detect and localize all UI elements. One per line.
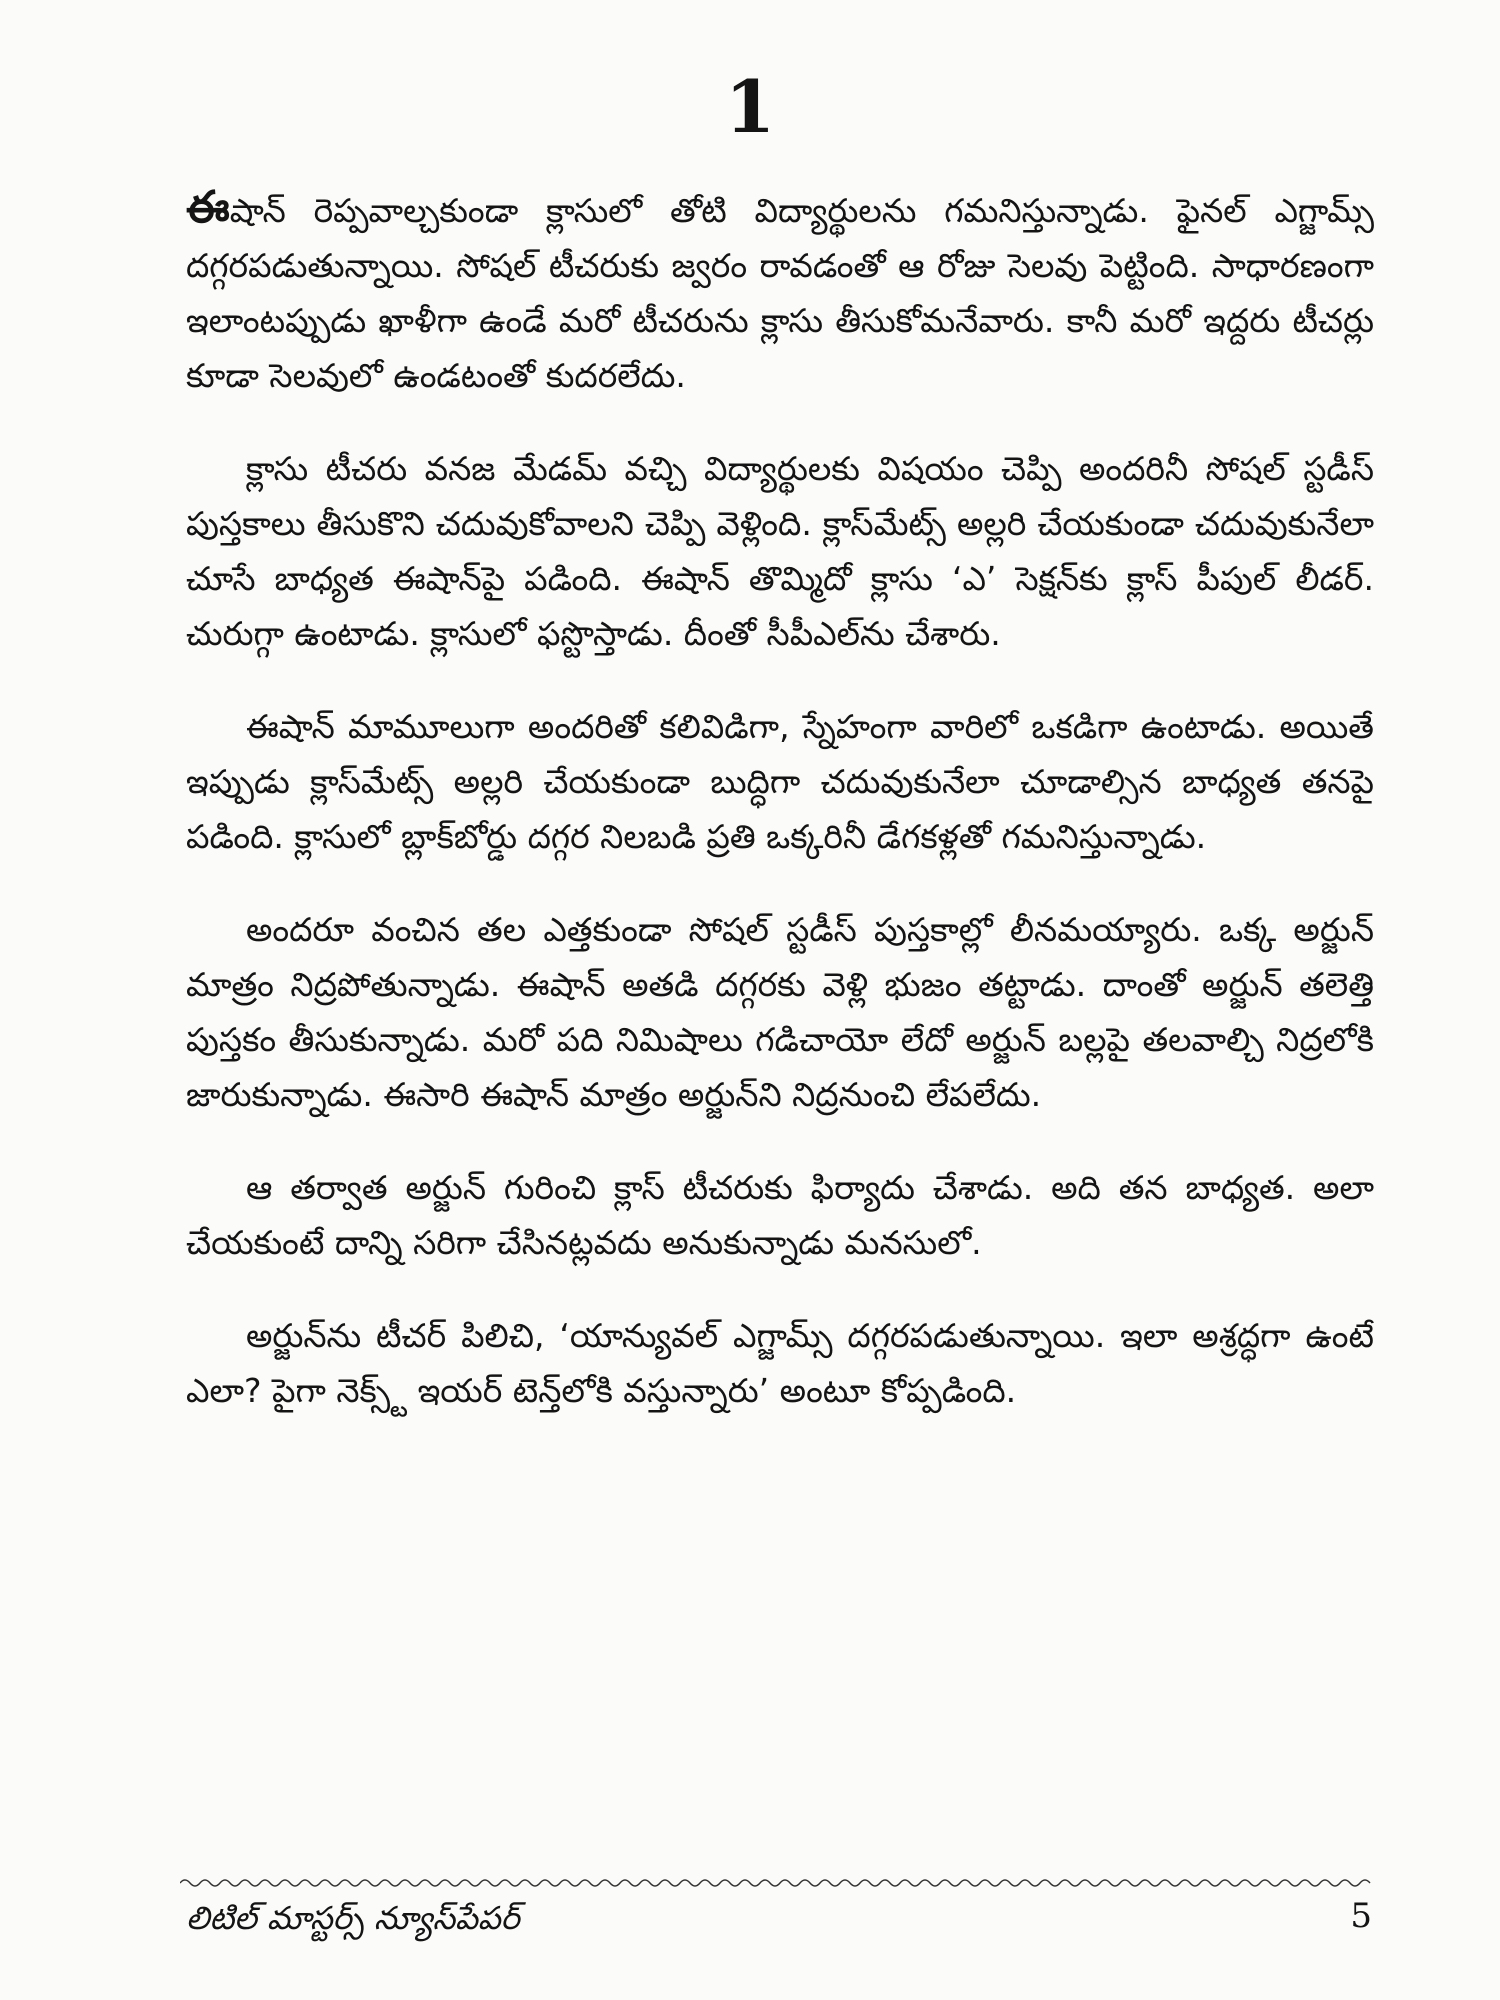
paragraph: ఈషాన్ మామూలుగా అందరితో కలివిడిగా, స్నేహంగా వారిలో ఒకడిగా ఉంటాడు. అయితే ఇప్పుడు క్లాస్‌మేట్స్ అల్లరి చేయకుండా బుద్ధిగా చదువుకునేలా చూడాల్సిన బాధ్యత తనపై పడింది. క్లాసులో బ్లాక్‌బోర్డు దగ్గర నిలబడి ప్రతి ఒక్కరినీ డేగకళ్లతో గమనిస్తున్నాడు. <box>186 707 1374 856</box>
drop-cap: ఈ <box>186 182 230 233</box>
footer-wavy-rule <box>180 1877 1375 1889</box>
page-number: 5 <box>1350 1896 1372 1936</box>
paragraph: ఆ తర్వాత అర్జున్ గురించి క్లాస్ టీచరుకు ఫిర్యాదు చేశాడు. అది తన బాధ్యత. అలా చేయకుంటే దాన్ని సరిగా చేసినట్లవదు అనుకున్నాడు మనసులో. <box>186 1168 1374 1262</box>
paragraph-text: షాన్ రెప్పవాల్చకుండా క్లాసులో తోటి విద్యార్థులను గమనిస్తున్నాడు. ఫైనల్ ఎగ్జామ్స్ దగ్గరపడుతున్నాయి. సోషల్ టీచరుకు జ్వరం రావడంతో ఆ రోజు సెలవు పెట్టింది. సాధారణంగా ఇలాంటప్పుడు ఖాళీగా ఉండే మరో టీచరును క్లాసు తీసుకోమనేవారు. కానీ మరో ఇద్దరు టీచర్లు కూడా సెలవులో ఉండటంతో కుదరలేదు. <box>186 191 1374 395</box>
footer-book-title: లిటిల్ మాస్టర్స్ న్యూస్‌పేపర్ <box>186 1899 520 1937</box>
paragraph: అర్జున్‌ను టీచర్ పిలిచి, ‘యాన్యువల్ ఎగ్జామ్స్ దగ్గరపడుతున్నాయి. ఇలా అశ్రద్ధగా ఉంటే ఎలా? పైగా నెక్స్ట్ ఇయర్ టెన్త్‌లోకి వస్తున్నారు’ అంటూ కోప్పడింది. <box>186 1316 1374 1410</box>
chapter-number: 1 <box>724 64 776 149</box>
paragraph <box>186 180 1374 403</box>
paragraph: క్లాసు టీచరు వనజ మేడమ్ వచ్చి విద్యార్థులకు విషయం చెప్పి అందరినీ సోషల్ స్టడీస్ పుస్తకాలు తీసుకొని చదువుకోవాలని చెప్పి వెళ్లింది. క్లాస్‌మేట్స్ అల్లరి చేయకుండా చదువుకునేలా చూసే బాధ్యత ఈషాన్‌పై పడింది. ఈషాన్ తొమ్మిదో క్లాసు ‘ఎ’ సెక్షన్‌కు క్లాస్ పీపుల్ లీడర్. చురుగ్గా ఉంటాడు. క్లాసులో ఫస్టొస్తాడు. దీంతో సీపీఎల్‌ను చేశారు. <box>186 449 1374 653</box>
paragraph: అందరూ వంచిన తల ఎత్తకుండా సోషల్ స్టడీస్ పుస్తకాల్లో లీనమయ్యారు. ఒక్క అర్జున్ మాత్రం నిద్రపోతున్నాడు. ఈషాన్ అతడి దగ్గరకు వెళ్లి భుజం తట్టాడు. దాంతో అర్జున్ తలెత్తి పుస్తకం తీసుకున్నాడు. మరో పది నిమిషాలు గడిచాయో లేదో అర్జున్ బల్లపై తలవాల్చి నిద్రలోకి జారుకున్నాడు. ఈసారి ఈషాన్ మాత్రం అర్జున్‌ని నిద్రనుంచి లేపలేదు. <box>186 910 1374 1114</box>
chapter-body <box>186 180 1374 1456</box>
